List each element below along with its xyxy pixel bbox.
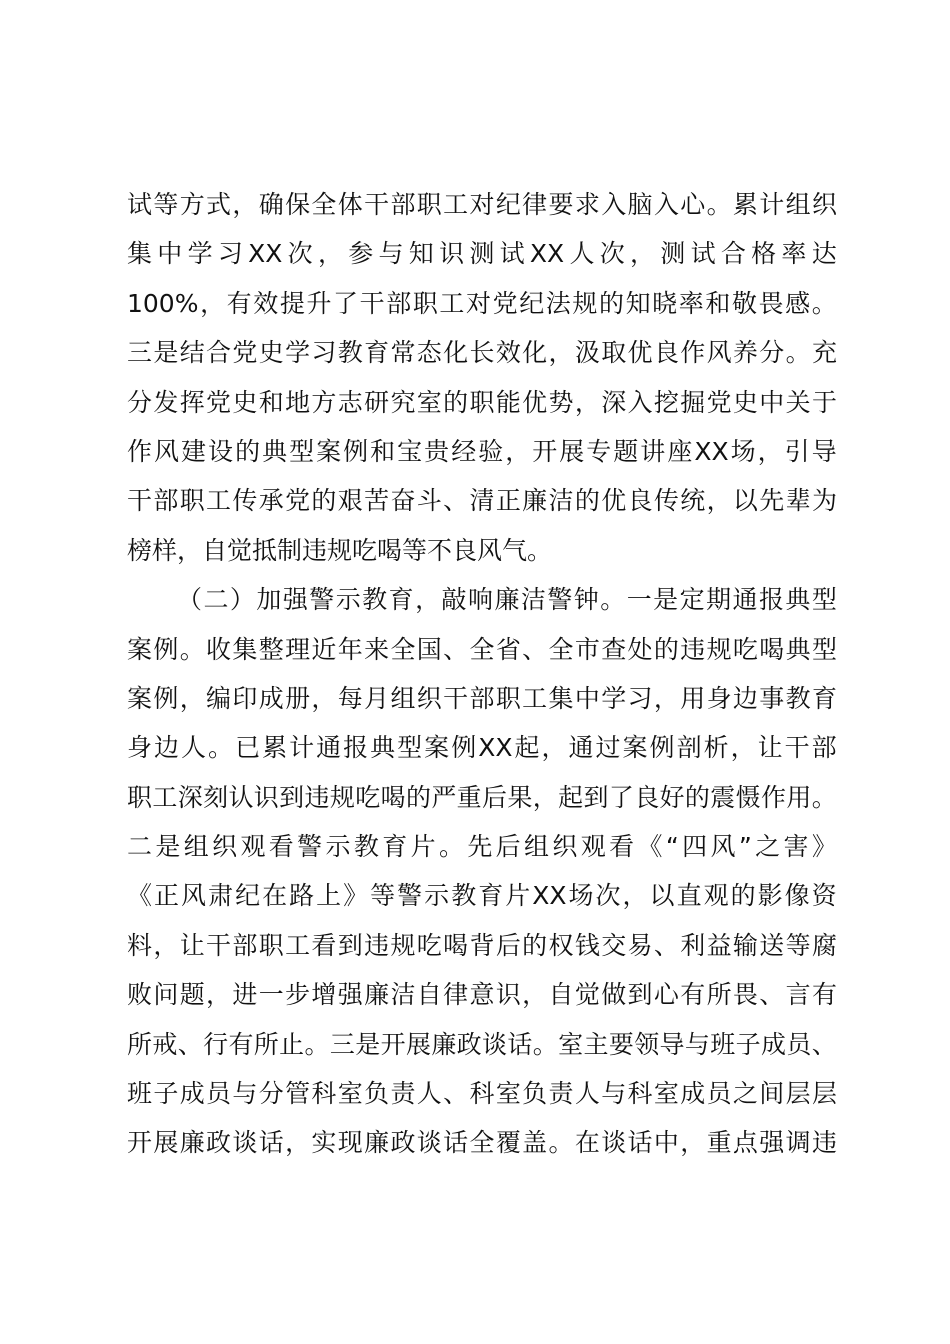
text-line: 开 展 廉 政 谈 话 ， 实 现 廉 政 谈 话 全 覆 盖 。 在 谈 话 中 ， 重 点 强 调 违 xyxy=(127,1128,837,1158)
text-line: 二 是 组 织 观 看 警 示 教 育 片 。 先 后 组 织 观 看 《 “ 四 风 ” 之 害 》 xyxy=(127,832,837,862)
text-line: 三 是 结 合 党 史 学 习 教 育 常 态 化 长 效 化 ， 汲 取 优 良 作 风 养 分 。 充 xyxy=(127,338,837,368)
text-line: 集 中 学 习 XX 次 ， 参 与 知 识 测 试 XX 人 次 ， 测 试 合 格 率 达 xyxy=(127,239,837,269)
text-line: （ 二 ） 加 强 警 示 教 育 ， 敲 响 廉 洁 警 钟 。 一 是 定 期 通 报 典 型 xyxy=(177,585,837,615)
text-line: 职 工 深 刻 认 识 到 违 规 吃 喝 的 严 重 后 果 ， 起 到 了 良 好 的 震 慑 作 用 。 xyxy=(127,782,837,812)
text-line: 试 等 方 式 ， 确 保 全 体 干 部 职 工 对 纪 律 要 求 入 脑 入 心 。 累 计 组 织 xyxy=(127,190,837,219)
text-line: 作 风 建 设 的 典 型 案 例 和 宝 贵 经 验 ， 开 展 专 题 讲 座 XX 场 ， 引 导 xyxy=(127,436,837,466)
text-line: 榜样，自觉抵制违规吃喝等不良风气。 xyxy=(127,535,553,565)
text-line: 身 边 人 。 已 累 计 通 报 典 型 案 例 XX 起 ， 通 过 案 例 剖 析 ， 让 干 部 xyxy=(127,733,837,763)
text-line: 分 发 挥 党 史 和 地 方 志 研 究 室 的 职 能 优 势 ， 深 入 挖 掘 党 史 中 关 于 xyxy=(127,387,837,417)
text-line: 案 例 ， 编 印 成 册 ， 每 月 组 织 干 部 职 工 集 中 学 习 ， 用 身 边 事 教 育 xyxy=(127,683,837,713)
text-line: 案 例 。 收 集 整 理 近 年 来 全 国 、 全 省 、 全 市 查 处 的 违 规 吃 喝 典 型 xyxy=(127,634,837,664)
text-line: 败 问 题 ， 进 一 步 增 强 廉 洁 自 律 意 识 ， 自 觉 做 到 心 有 所 畏 、 言 有 xyxy=(127,980,837,1010)
body-text xyxy=(127,180,837,1168)
text-line: 100% ， 有 效 提 升 了 干 部 职 工 对 党 纪 法 规 的 知 晓 率 和 敬 畏 感 。 xyxy=(127,288,837,318)
text-line: 料 ， 让 干 部 职 工 看 到 违 规 吃 喝 背 后 的 权 钱 交 易 、 利 益 输 送 等 腐 xyxy=(127,930,837,960)
text-line: 干 部 职 工 传 承 党 的 艰 苦 奋 斗 、 清 正 廉 洁 的 优 良 传 统 ， 以 先 辈 为 xyxy=(127,486,837,516)
text-line: 《 正 风 肃 纪 在 路 上 》 等 警 示 教 育 片 XX 场 次 ， 以 直 观 的 影 像 资 xyxy=(127,881,837,911)
text-line: 班 子 成 员 与 分 管 科 室 负 责 人 、 科 室 负 责 人 与 科 室 成 员 之 间 层 层 xyxy=(127,1079,837,1109)
text-line: 所 戒 、 行 有 所 止 。 三 是 开 展 廉 政 谈 话 。 室 主 要 领 导 与 班 子 成 员 、 xyxy=(127,1029,837,1059)
